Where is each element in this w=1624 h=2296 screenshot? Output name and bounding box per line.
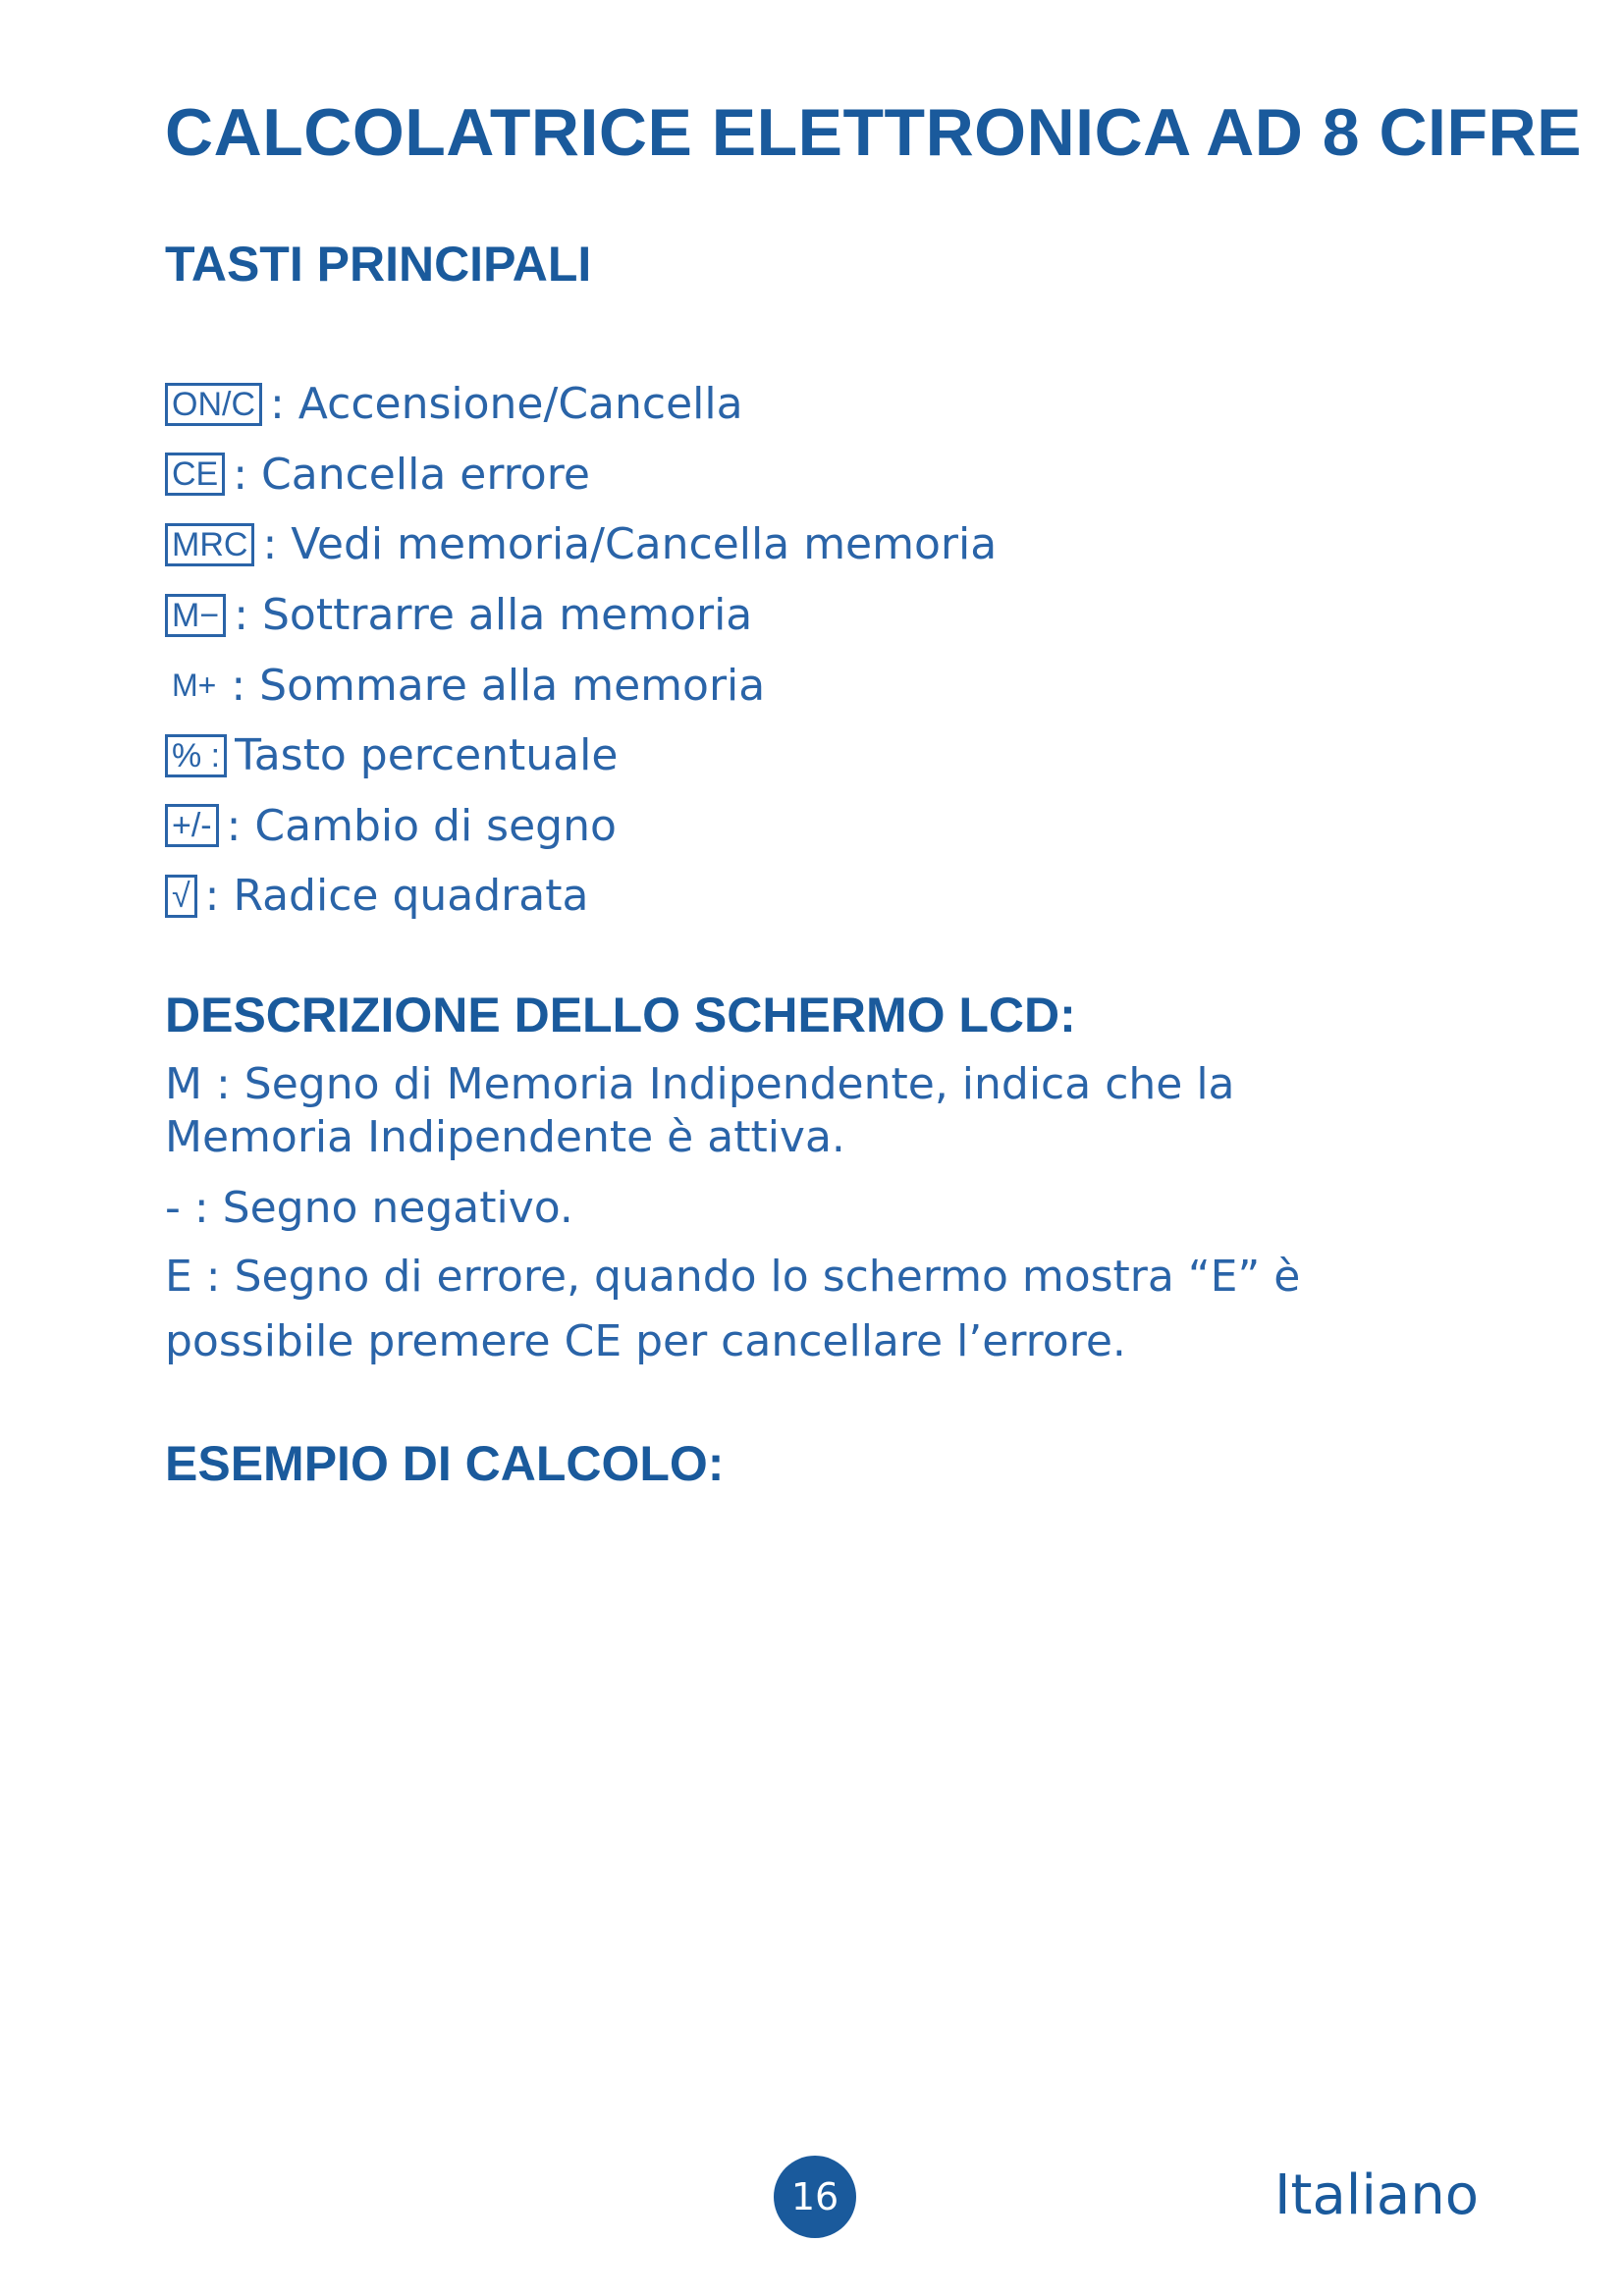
key-row-ce [165,440,997,510]
mrc-key-icon: MRC [165,523,254,566]
key-row-mrc [165,509,997,580]
page-number: 16 [774,2156,856,2238]
memory-sign-line-2: Memoria Indipendente è attiva. [165,1112,845,1162]
keys-list [165,369,997,932]
key-description: Tasto percentuale [235,730,619,781]
key-description: : Cancella errore [233,449,590,500]
memory-sign-line-1: M : Segno di Memoria Indipendente, indica che la [165,1059,1235,1109]
m-minus-key-icon: M− [165,594,226,637]
m-plus-key-icon: M+ [172,667,217,704]
language-label: Italiano [1274,2163,1479,2227]
key-row-m-minus [165,580,997,651]
key-description: : Accensione/Cancella [270,379,743,430]
key-row-sqrt [165,861,997,932]
key-description: : Sommare alla memoria [231,660,766,711]
key-row-on-c [165,369,997,440]
key-description: : Radice quadrata [204,871,589,922]
lcd-heading: DESCRIZIONE DELLO SCHERMO LCD: [165,988,1076,1042]
error-sign-line-2: possibile premere CE per cancellare l’errore. [165,1316,1126,1366]
key-description: : Cambio di segno [226,800,617,851]
plus-minus-key-icon: +/- [165,804,219,847]
on-c-key-icon: ON/C [165,383,262,426]
key-description: : Vedi memoria/Cancella memoria [262,519,998,570]
key-row-sign [165,791,997,862]
percent-key-icon: % : [165,734,227,777]
page-title: CALCOLATRICE ELETTRONICA AD 8 CIFRE [165,95,1582,170]
negative-sign-line: - : Segno negativo. [165,1183,573,1233]
key-description: : Sottrarre alla memoria [234,590,753,641]
key-row-percent [165,721,997,791]
square-root-key-icon: √ [165,875,197,918]
keys-heading: TASTI PRINCIPALI [165,237,592,292]
example-heading: ESEMPIO DI CALCOLO: [165,1436,725,1491]
key-row-m-plus [165,650,997,721]
ce-key-icon: CE [165,453,225,496]
error-sign-line-1: E : Segno di errore, quando lo schermo mostra “E” è [165,1252,1301,1302]
